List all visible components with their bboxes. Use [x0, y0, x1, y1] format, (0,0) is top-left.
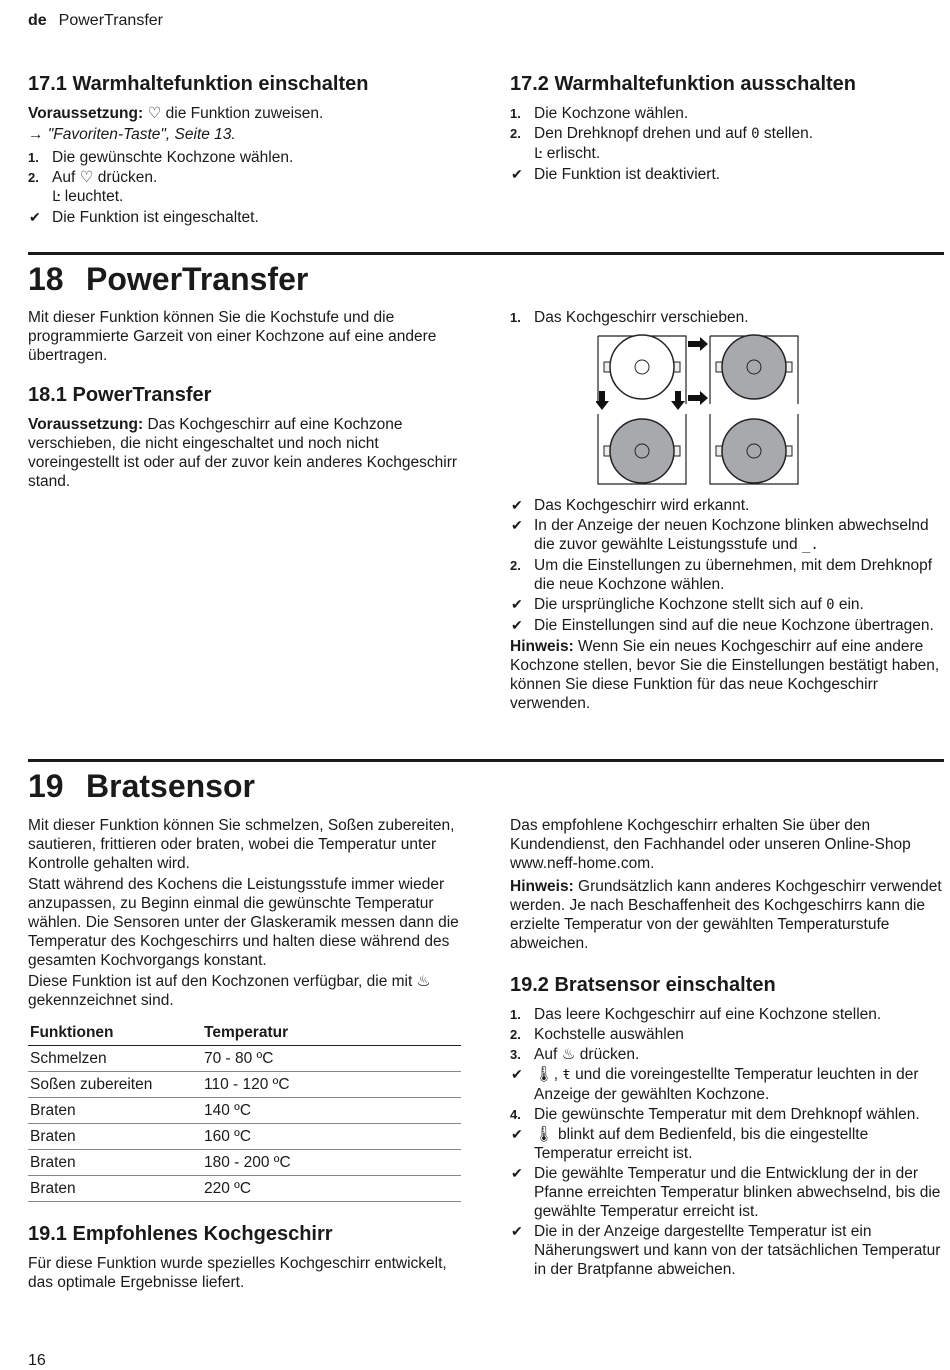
- pot-icon: [604, 419, 680, 483]
- language-code: de: [28, 12, 47, 29]
- note: Hinweis: Grundsätzlich kann anderes Kochgeschirr verwendet werden. Je nach Beschaffenheit des Kochgeschirrs kann die erzielte Temperatur von der gewählten Temperaturstufe abweichen.: [510, 878, 942, 952]
- requirement: Voraussetzung: ♡ die Funktion zuweisen.: [28, 105, 324, 122]
- section-17-2: [510, 72, 942, 185]
- step-2: 2. Auf ♡ drücken. Ŀ leuchtet.: [28, 169, 158, 205]
- display-L-icon: Ŀ: [52, 189, 61, 205]
- table-row: Braten 160 ºC: [28, 1124, 461, 1150]
- table-row: Soßen zubereiten 110 - 120 ºC: [28, 1072, 461, 1098]
- check-icon: ✔: [511, 596, 523, 612]
- body-text: Für diese Funktion wurde spezielles Kochgeschirr entwickelt, das optimale Ergebnisse liefert.: [28, 1255, 447, 1291]
- table-row: Braten 180 - 200 ºC: [28, 1150, 461, 1176]
- section-divider: [28, 252, 944, 255]
- step-1: 1. Das leere Kochgeschirr auf eine Kochzone stellen.: [510, 1006, 882, 1023]
- check-icon: ✔: [511, 1126, 523, 1142]
- pot-icon: [716, 419, 792, 483]
- column-header: Funktionen: [28, 1020, 202, 1046]
- check-icon: ✔: [511, 617, 523, 633]
- section-17-1: [28, 72, 460, 228]
- table-header-row: [28, 1020, 461, 1046]
- intro-text: Mit dieser Funktion können Sie schmelzen, Soßen zubereiten, sautieren, frittieren oder braten, wobei die Temperatur unter Kontrolle gehalten wird.: [28, 817, 455, 872]
- column-header: Temperatur: [202, 1020, 461, 1046]
- check-icon: ✔: [29, 209, 41, 225]
- requirement: Voraussetzung: Das Kochgeschirr auf eine Kochzone verschieben, die nicht eingeschaltet und noch nicht voreingestellt ist oder auf der zuvor kein anderes Kochgeschirr stand.: [28, 416, 458, 490]
- step-1: 1. Die Kochzone wählen.: [510, 105, 689, 122]
- heart-icon: ♡: [79, 169, 94, 186]
- intro-text: Mit dieser Funktion können Sie die Kochstufe und die programmierte Garzeit von einer Kochzone auf eine andere übertragen.: [28, 309, 437, 364]
- check-icon: ✔: [511, 166, 523, 182]
- result: ✔ Die ursprüngliche Kochzone stellt sich auf 0 ein.: [511, 596, 864, 613]
- step-1: 1. Das Kochgeschirr verschieben.: [510, 309, 749, 326]
- heading-19-1: 19.1 Empfohlenes Kochgeschirr: [28, 1223, 333, 1245]
- section-19-right: [510, 816, 942, 1280]
- temperature-table: [28, 1020, 461, 1202]
- intro-text: Statt während des Kochens die Leistungsstufe immer wieder anzupassen, zu Beginn einmal die gewünschte Temperatur wählen. Die Sensoren unter der Glaskeramik messen dann die Temperatur des Kochgeschirrs und halten diese während des gesamten Kochvorgangs konstant.: [28, 876, 459, 969]
- display-zero-icon: 0: [751, 126, 760, 142]
- result: ✔ Die in der Anzeige dargestellte Temperatur ist ein Näherungswert und kann von der tatsächlichen Temperatur in der Bratpfanne abweichen.: [511, 1223, 941, 1278]
- chapter-18-title: 18 PowerTransfer: [28, 261, 309, 297]
- thermometer-icon: 🌡: [534, 1066, 554, 1083]
- check-icon: ✔: [511, 517, 523, 533]
- step-1: 1. Die gewünschte Kochzone wählen.: [28, 149, 294, 166]
- heart-icon: ♡: [147, 105, 162, 122]
- table-row: Schmelzen 70 - 80 ºC: [28, 1046, 461, 1072]
- intro-text: Diese Funktion ist auf den Kochzonen verfügbar, die mit ♨ gekennzeichnet sind.: [28, 973, 431, 1009]
- result: ✔ Die Funktion ist eingeschaltet.: [29, 209, 259, 226]
- check-icon: ✔: [511, 1223, 523, 1239]
- heading-17-2: 17.2 Warmhaltefunktion ausschalten: [510, 73, 857, 95]
- result: ✔ 🌡, ŧ und die voreingestellte Temperatur leuchten in der Anzeige der gewählten Kochzone.: [511, 1066, 919, 1103]
- chapter-19-title: 19 Bratsensor: [28, 768, 255, 804]
- display-zero-icon: 0: [826, 597, 835, 613]
- frying-sensor-icon: ♨: [561, 1046, 576, 1063]
- step-2: 2. Kochstelle auswählen: [510, 1026, 684, 1043]
- result: ✔ Die Funktion ist deaktiviert.: [511, 166, 721, 183]
- thermometer-icon: 🌡: [534, 1126, 554, 1143]
- cookware-move-diagram: [596, 334, 800, 486]
- header-title: PowerTransfer: [58, 12, 163, 29]
- display-dash-icon: _.: [802, 537, 819, 553]
- display-t-icon: ŧ: [562, 1067, 571, 1083]
- heading-18-1: 18.1 PowerTransfer: [28, 384, 212, 406]
- section-18-left: [28, 308, 460, 493]
- heading-17-1: 17.1 Warmhaltefunktion einschalten: [28, 73, 369, 95]
- page-header: [28, 12, 163, 30]
- result: ✔ Das Kochgeschirr wird erkannt.: [511, 497, 750, 514]
- hob-illustration: [596, 334, 800, 486]
- heading-19-2: 19.2 Bratsensor einschalten: [510, 974, 776, 996]
- section-18-right-results: [510, 496, 942, 715]
- table-row: Braten 220 ºC: [28, 1176, 461, 1202]
- result: ✔ Die Einstellungen sind auf die neue Kochzone übertragen.: [511, 617, 934, 634]
- check-icon: ✔: [511, 1066, 523, 1082]
- body-text: Das empfohlene Kochgeschirr erhalten Sie über den Kundendienst, den Fachhandel oder unseren Online-Shop www.neff-home.com.: [510, 817, 911, 872]
- page-number: 16: [28, 1352, 46, 1369]
- pot-icon: [716, 335, 792, 399]
- result: ✔ Die gewählte Temperatur und die Entwicklung der in der Pfanne erreichten Temperatur blinken abwechselnd, bis die gewählte Temperatur erreicht ist.: [511, 1165, 941, 1220]
- section-divider: [28, 759, 944, 762]
- display-L-icon: Ŀ: [534, 146, 543, 162]
- check-icon: ✔: [511, 1165, 523, 1181]
- step-2: 2. Um die Einstellungen zu übernehmen, mit dem Drehknopf die neue Kochzone wählen.: [510, 557, 933, 593]
- result: ✔ 🌡 blinkt auf dem Bedienfeld, bis die eingestellte Temperatur erreicht ist.: [511, 1126, 869, 1162]
- cross-reference-link[interactable]: → "Favoriten-Taste", Seite 13.: [28, 126, 236, 143]
- table-row: Braten 140 ºC: [28, 1098, 461, 1124]
- result: ✔ In der Anzeige der neuen Kochzone blinken abwechselnd die zuvor gewählte Leistungsstufe und _.: [511, 517, 929, 553]
- section-19-left: [28, 816, 460, 1294]
- pot-icon: [604, 335, 680, 399]
- section-18-right: [510, 308, 942, 328]
- step-2: 2. Den Drehknopf drehen und auf 0 stellen. Ŀ erlischt.: [510, 125, 814, 162]
- check-icon: ✔: [511, 497, 523, 513]
- step-4: 4. Die gewünschte Temperatur mit dem Drehknopf wählen.: [510, 1106, 920, 1123]
- frying-sensor-icon: ♨: [416, 973, 431, 990]
- step-3: 3. Auf ♨ drücken.: [510, 1046, 640, 1063]
- note: Hinweis: Wenn Sie ein neues Kochgeschirr auf eine andere Kochzone stellen, bevor Sie die Einstellungen bestätigt haben, können Sie diese Funktion für das neue Kochgeschirr verwenden.: [510, 638, 940, 712]
